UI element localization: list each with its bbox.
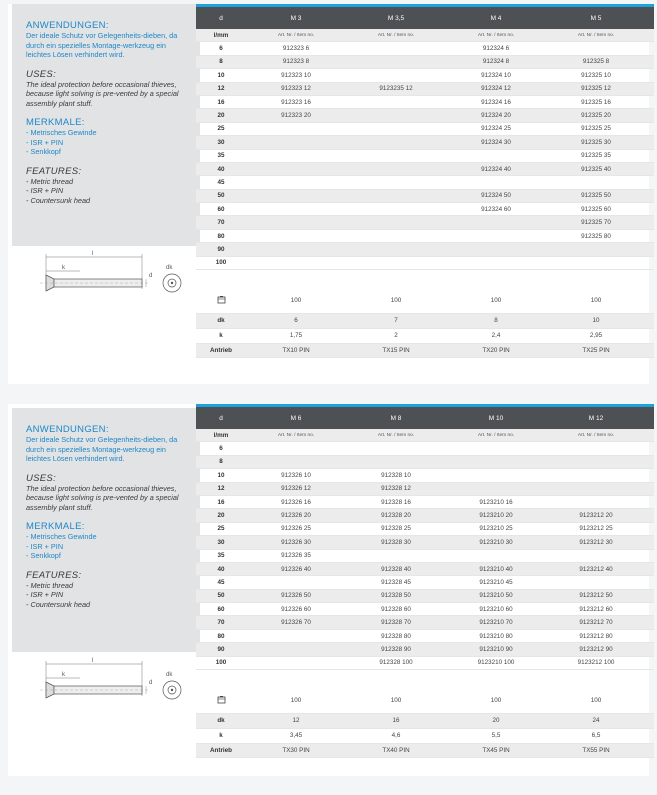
sub-label: l/mm (213, 431, 229, 439)
row-length: 70 (217, 219, 225, 227)
article-number: 912326 16 (281, 498, 311, 506)
article-number: 912326 12 (281, 485, 311, 493)
article-number: 9123210 20 (479, 512, 513, 520)
row-length: 70 (217, 619, 225, 627)
table-row (196, 230, 654, 243)
article-number: 912328 10 (381, 471, 411, 479)
article-number: 912325 8 (582, 58, 610, 66)
article-number: 912326 20 (281, 512, 311, 520)
header-size: M 8 (390, 414, 402, 422)
footer-value: TX20 PIN (482, 347, 510, 355)
article-number: 9123210 50 (479, 592, 513, 600)
table-row (196, 109, 654, 122)
art-label: Art. Nr. / Item no. (277, 432, 315, 438)
merkmale-item: - Senkkopf (26, 551, 61, 560)
row-length: 25 (217, 525, 225, 533)
row-length: 80 (217, 632, 225, 640)
row-length: 25 (217, 125, 225, 133)
row-length: 20 (217, 512, 225, 520)
article-number: 912324 25 (481, 125, 511, 133)
article-number: 912325 10 (581, 71, 611, 79)
art-label: Art. Nr. / Item no. (577, 32, 615, 38)
header-size: M 5 (590, 14, 602, 22)
row-length: 40 (217, 565, 225, 573)
footer-value: 12 (292, 717, 300, 725)
footer-value: 3,45 (289, 732, 303, 740)
article-number: 912326 10 (281, 471, 311, 479)
article-number: 9123212 20 (579, 512, 613, 520)
table-row (196, 216, 654, 229)
art-label: Art. Nr. / Item no. (377, 32, 415, 38)
anwendungen-title: ANWENDUNGEN: (26, 20, 109, 31)
article-number: 912324 12 (481, 85, 511, 93)
article-number: 912325 60 (581, 205, 611, 213)
row-length: 100 (215, 659, 227, 667)
uses-title: USES: (26, 472, 57, 484)
product-panel-2 (8, 404, 649, 776)
table-subheader (196, 29, 654, 42)
article-number: 912328 80 (381, 632, 411, 640)
article-number: 912328 30 (381, 538, 411, 546)
merkmale-item: - ISR + PIN (26, 541, 64, 551)
anwendungen-title: ANWENDUNGEN: (26, 424, 109, 435)
merkmale-title: MERKMALE: (26, 117, 85, 128)
footer-value: TX15 PIN (382, 347, 410, 355)
article-number: 912324 16 (481, 98, 511, 106)
article-number: 912324 20 (481, 112, 511, 120)
article-number: 912326 70 (281, 619, 311, 627)
merkmale-list (26, 128, 192, 157)
row-length: 50 (217, 192, 225, 200)
footer-row (196, 688, 654, 714)
package-icon (217, 695, 226, 704)
article-number: 9123210 70 (479, 619, 513, 627)
table-row (196, 83, 654, 96)
uses-text: The ideal protection before occasional thieves, because light solving is pre-vented by a special assembly plant stuff. (26, 79, 179, 108)
table-row (196, 190, 654, 203)
footer-row (196, 288, 654, 314)
footer-value: 20 (492, 717, 500, 725)
screw-drawing (32, 249, 186, 301)
article-number: 912325 80 (581, 232, 611, 240)
product-panel-1 (8, 4, 649, 384)
footer-value: 100 (290, 297, 302, 305)
article-number: 912325 35 (581, 152, 611, 160)
features-item: - ISR + PIN (26, 186, 64, 195)
footer-value: 2 (394, 332, 398, 340)
row-length: 35 (217, 152, 225, 160)
table-row (196, 96, 654, 109)
drawing-label-l: l (92, 658, 94, 664)
article-number: 912326 50 (281, 592, 311, 600)
drawing-label-l: l (92, 251, 94, 257)
article-number: 912324 8 (482, 58, 510, 66)
table-row (196, 136, 654, 149)
article-number: 912328 25 (381, 525, 411, 533)
table-row (196, 643, 654, 656)
row-length: 10 (217, 71, 225, 79)
package-label (196, 295, 246, 306)
article-number: 912325 70 (581, 219, 611, 227)
article-number: 9123210 16 (479, 498, 513, 506)
info-sidebar (12, 4, 200, 246)
article-number: 9123210 40 (479, 565, 513, 573)
table-row (196, 483, 654, 496)
row-length: 16 (217, 98, 225, 106)
table-row (196, 176, 654, 189)
table-row (196, 469, 654, 482)
merkmale-item: - Senkkopf (26, 147, 61, 156)
table-row (196, 563, 654, 576)
row-length: 6 (219, 445, 223, 453)
table-row (196, 576, 654, 589)
footer-value: TX45 PIN (482, 747, 510, 755)
row-length: 90 (217, 645, 225, 653)
footer-value: 10 (592, 317, 600, 325)
table-row (196, 243, 654, 256)
table-row (196, 590, 654, 603)
footer-value: 16 (392, 717, 400, 725)
row-length: 90 (217, 245, 225, 253)
article-number: 912325 50 (581, 192, 611, 200)
table-row (196, 123, 654, 136)
screw-diagram-icon (32, 656, 186, 708)
features-item: - Metric thread (26, 176, 74, 186)
table-row (196, 456, 654, 469)
article-number: 912328 50 (381, 592, 411, 600)
article-number: 9123210 80 (479, 632, 513, 640)
article-number: 912324 40 (481, 165, 511, 173)
art-label: Art. Nr. / Item no. (477, 32, 515, 38)
table-subheader (196, 429, 654, 442)
article-number: 9123210 90 (479, 645, 513, 653)
article-number: 912325 30 (581, 138, 611, 146)
art-label: Art. Nr. / Item no. (277, 32, 315, 38)
article-number: 9123210 30 (479, 538, 513, 546)
table-header (196, 7, 654, 29)
article-number: 912323 10 (281, 71, 311, 79)
merkmale-item: - ISR + PIN (26, 137, 64, 147)
article-number: 912325 40 (581, 165, 611, 173)
header-size: M 10 (488, 414, 504, 422)
article-number: 9123212 60 (579, 605, 613, 613)
footer-value: TX55 PIN (582, 747, 610, 755)
table-spacer (196, 270, 654, 288)
article-number: 912323 6 (282, 45, 310, 53)
table-row (196, 630, 654, 643)
row-length: 60 (217, 605, 225, 613)
package-label (196, 695, 246, 706)
article-number: 912323 12 (281, 85, 311, 93)
features-list (26, 581, 192, 610)
footer-value: 100 (590, 697, 602, 705)
row-length: 30 (217, 138, 225, 146)
header-size: M 12 (588, 414, 604, 422)
table-row (196, 42, 654, 55)
drawing-label-k: k (62, 265, 65, 271)
article-number: 912323 20 (281, 112, 311, 120)
drawing-label-dk: dk (166, 265, 173, 271)
article-number: 9123212 40 (579, 565, 613, 573)
article-number: 912328 45 (381, 578, 411, 586)
footer-value: 2,95 (589, 332, 603, 340)
row-length: 50 (217, 592, 225, 600)
features-item: - ISR + PIN (26, 590, 64, 599)
table-row (196, 257, 654, 270)
row-length: 12 (217, 485, 225, 493)
screw-diagram-icon (32, 249, 186, 301)
table-row (196, 56, 654, 69)
table-row (196, 69, 654, 82)
features-title: FEATURES: (26, 165, 82, 177)
row-length: 45 (217, 178, 225, 186)
row-length: 16 (217, 498, 225, 506)
footer-value: 1,75 (289, 332, 303, 340)
article-number: 912324 50 (481, 192, 511, 200)
merkmale-title: MERKMALE: (26, 521, 85, 532)
footer-label: Antrieb (209, 747, 233, 755)
footer-label: k (219, 332, 223, 340)
article-number: 912324 60 (481, 205, 511, 213)
article-number: 9123212 50 (579, 592, 613, 600)
row-length: 100 (215, 259, 227, 267)
article-number: 912325 16 (581, 98, 611, 106)
table-spacer (196, 670, 654, 688)
footer-row (196, 714, 654, 729)
table-row (196, 550, 654, 563)
footer-value: 100 (490, 697, 502, 705)
article-number: 912326 25 (281, 525, 311, 533)
header-d: d (219, 414, 223, 422)
table-row (196, 496, 654, 509)
article-number: 912328 90 (381, 645, 411, 653)
size-table (196, 404, 654, 758)
art-label: Art. Nr. / Item no. (377, 432, 415, 438)
article-number: 9123210 60 (479, 605, 513, 613)
article-number: 912328 16 (381, 498, 411, 506)
article-number: 912328 40 (381, 565, 411, 573)
art-label: Art. Nr. / Item no. (477, 432, 515, 438)
header-size: M 6 (290, 414, 302, 422)
row-length: 35 (217, 552, 225, 560)
row-length: 8 (219, 458, 223, 466)
article-number: 912326 35 (281, 552, 311, 560)
footer-row (196, 314, 654, 329)
drawing-label-d: d (149, 273, 153, 279)
screw-drawing (32, 656, 186, 708)
table-header (196, 407, 654, 429)
row-length: 10 (217, 471, 225, 479)
header-d: d (219, 14, 223, 22)
article-number: 912325 25 (581, 125, 611, 133)
article-number: 912326 40 (281, 565, 311, 573)
article-number: 912328 12 (381, 485, 411, 493)
table-row (196, 536, 654, 549)
article-number: 9123212 100 (577, 659, 615, 667)
footer-label: k (219, 732, 223, 740)
footer-row (196, 744, 654, 759)
merkmale-item: - Metrisches Gewinde (26, 128, 97, 137)
table-row (196, 523, 654, 536)
table-row (196, 616, 654, 629)
footer-row (196, 344, 654, 359)
row-length: 12 (217, 85, 225, 93)
footer-value: TX40 PIN (382, 747, 410, 755)
article-number: 9123210 25 (479, 525, 513, 533)
row-length: 20 (217, 112, 225, 120)
merkmale-item: - Metrisches Gewinde (26, 532, 97, 541)
footer-label: dk (217, 317, 225, 325)
footer-value: 6,5 (591, 732, 601, 740)
article-number: 912326 30 (281, 538, 311, 546)
drawing-label-dk: dk (166, 672, 173, 678)
article-number: 9123212 25 (579, 525, 613, 533)
footer-row (196, 729, 654, 744)
article-number: 912324 30 (481, 138, 511, 146)
header-size: M 3 (290, 14, 302, 22)
drawing-label-k: k (62, 672, 65, 678)
article-number: 9123212 70 (579, 619, 613, 627)
footer-value: 8 (494, 317, 498, 325)
article-number: 912325 12 (581, 85, 611, 93)
article-number: 9123235 12 (379, 85, 413, 93)
footer-value: 100 (490, 297, 502, 305)
article-number: 9123212 90 (579, 645, 613, 653)
features-item: - Countersunk head (26, 599, 91, 609)
footer-value: 100 (590, 297, 602, 305)
features-title: FEATURES: (26, 569, 82, 581)
row-length: 40 (217, 165, 225, 173)
features-list (26, 177, 192, 206)
merkmale-list (26, 532, 192, 561)
table-row (196, 603, 654, 616)
uses-title: USES: (26, 68, 57, 80)
footer-value: TX10 PIN (282, 347, 310, 355)
size-table (196, 4, 654, 358)
footer-value: 4,6 (391, 732, 401, 740)
anwendungen-text: Der ideale Schutz vor Gelegenheits-dieben, da durch ein spezielles Montage-werkzeug ein leichtes Lösen verhindert wird. (26, 31, 178, 59)
row-length: 6 (219, 45, 223, 53)
row-length: 8 (219, 58, 223, 66)
anwendungen-text: Der ideale Schutz vor Gelegenheits-dieben, da durch ein spezielles Montage-werkzeug ein leichtes Lösen verhindert wird. (26, 435, 178, 463)
article-number: 9123212 30 (579, 538, 613, 546)
article-number: 9123212 80 (579, 632, 613, 640)
table-row (196, 657, 654, 670)
table-row (196, 509, 654, 522)
footer-label: Antrieb (209, 347, 233, 355)
footer-value: 6 (294, 317, 298, 325)
package-icon (217, 295, 226, 304)
footer-value: 7 (394, 317, 398, 325)
table-row (196, 442, 654, 455)
features-item: - Countersunk head (26, 195, 91, 205)
article-number: 912328 100 (379, 659, 413, 667)
art-label: Art. Nr. / Item no. (577, 432, 615, 438)
header-size: M 3,5 (387, 14, 405, 22)
footer-row (196, 329, 654, 344)
row-length: 45 (217, 578, 225, 586)
article-number: 912328 60 (381, 605, 411, 613)
article-number: 912324 6 (482, 45, 510, 53)
article-number: 912328 20 (381, 512, 411, 520)
footer-value: 100 (290, 697, 302, 705)
table-row (196, 150, 654, 163)
article-number: 912324 10 (481, 71, 511, 79)
article-number: 912326 60 (281, 605, 311, 613)
table-row (196, 163, 654, 176)
footer-value: 24 (592, 717, 600, 725)
row-length: 60 (217, 205, 225, 213)
article-number: 912323 8 (282, 58, 310, 66)
row-length: 80 (217, 232, 225, 240)
footer-value: TX30 PIN (282, 747, 310, 755)
table-row (196, 203, 654, 216)
row-length: 30 (217, 538, 225, 546)
footer-value: 5,5 (491, 732, 501, 740)
article-number: 912323 16 (281, 98, 311, 106)
footer-value: 2,4 (491, 332, 501, 340)
article-number: 912328 70 (381, 619, 411, 627)
sub-label: l/mm (213, 31, 229, 39)
uses-text: The ideal protection before occasional thieves, because light solving is pre-vented by a special assembly plant stuff. (26, 483, 179, 512)
footer-value: 100 (390, 697, 402, 705)
footer-value: 100 (390, 297, 402, 305)
article-number: 9123210 100 (477, 659, 515, 667)
features-item: - Metric thread (26, 580, 74, 590)
article-number: 9123210 45 (479, 578, 513, 586)
footer-label: dk (217, 717, 225, 725)
drawing-label-d: d (149, 680, 153, 686)
header-size: M 4 (490, 14, 502, 22)
article-number: 912325 20 (581, 112, 611, 120)
footer-value: TX25 PIN (582, 347, 610, 355)
info-sidebar (12, 408, 200, 652)
